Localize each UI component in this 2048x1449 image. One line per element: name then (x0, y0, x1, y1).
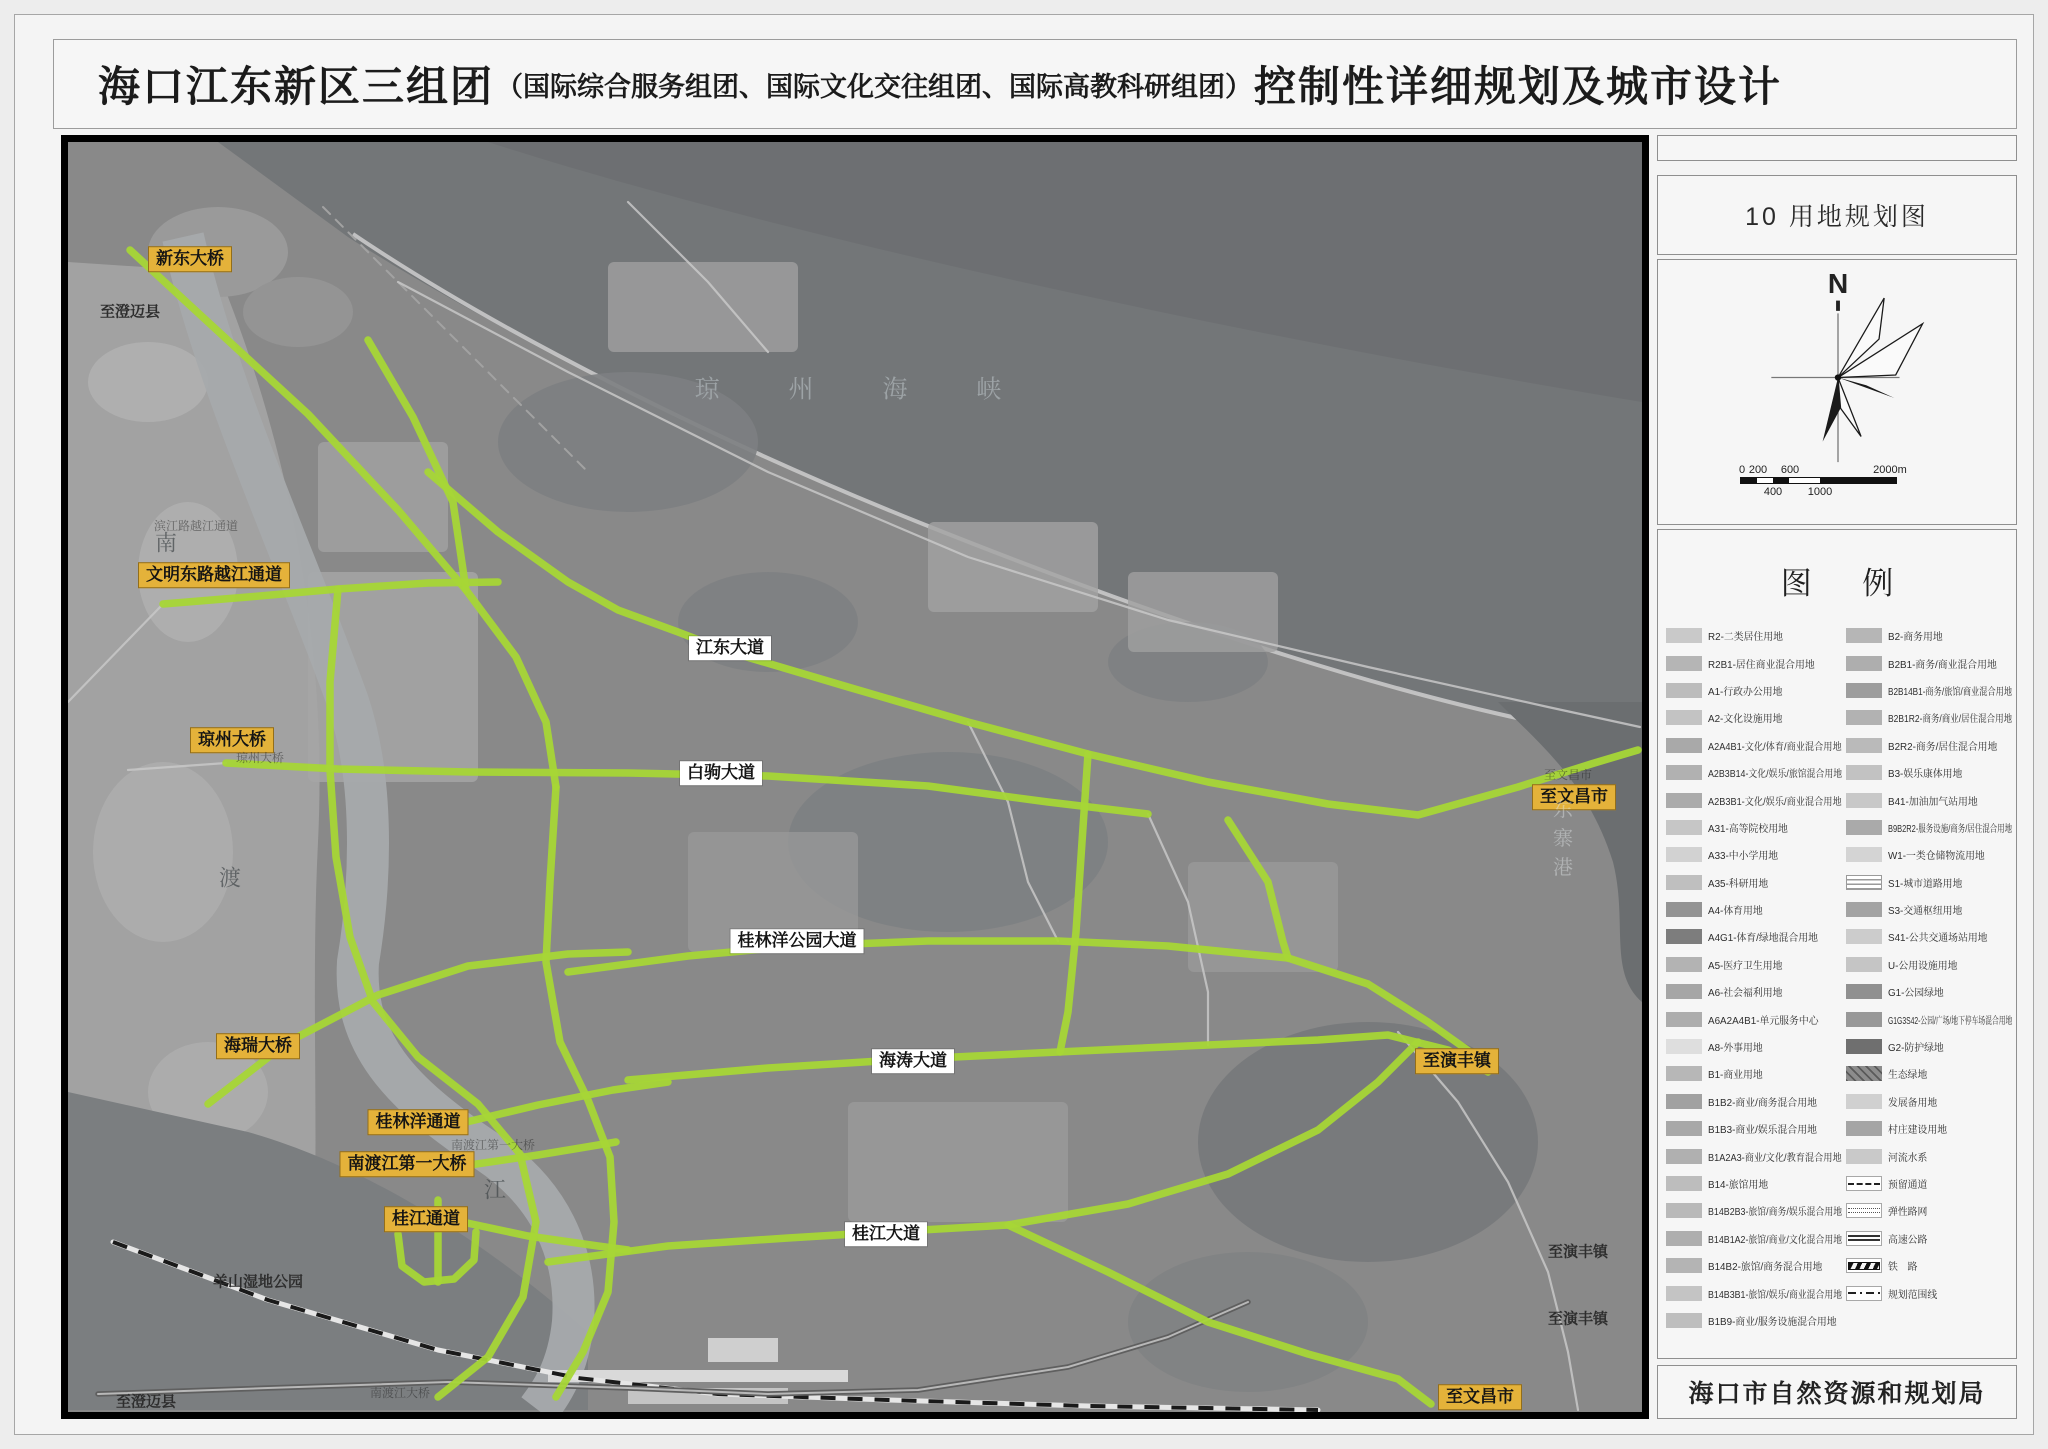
legend-item (1666, 786, 1844, 813)
legend-label: 生态绿地 (1888, 1070, 1928, 1082)
legend-label: R2B1-居住商业混合用地 (1708, 659, 1815, 671)
legend-swatch (1846, 628, 1882, 643)
legend-swatch (1666, 710, 1702, 725)
legend-swatch (1666, 820, 1702, 835)
legend-item (1666, 1279, 1844, 1306)
plan-sheet (14, 14, 2034, 1435)
panel-compass-box (1657, 259, 2017, 525)
legend-label: A2B3B14-文化/娱乐/旅馆混合用地 (1708, 769, 1843, 781)
page-title-prefix: 海口江东新区三组团 (98, 65, 495, 111)
legend-swatch (1846, 656, 1882, 671)
legend-column-right (1846, 622, 2014, 1307)
legend-item (1846, 814, 2014, 841)
legend-item (1666, 677, 1844, 704)
scale-bar (1738, 464, 1907, 499)
legend-swatch (1666, 875, 1702, 890)
legend-item (1846, 978, 2014, 1005)
legend-label: B14B1A2-旅馆/商业/文化混合用地 (1708, 1234, 1843, 1246)
legend-item (1666, 1142, 1844, 1169)
map-label-plain: 至演丰镇 (1547, 1243, 1609, 1261)
legend-label: B3-娱乐康体用地 (1888, 769, 1963, 781)
legend-swatch (1666, 1094, 1702, 1109)
legend-item (1846, 1170, 2014, 1197)
map-label-plain: 至演丰镇 (1547, 1310, 1609, 1328)
scale-400: 400 (1763, 486, 1783, 498)
legend-label: B2B1R2-商务/商业/居住混合用地 (1888, 714, 2013, 726)
legend-swatch (1846, 1012, 1882, 1027)
legend-swatch (1846, 984, 1882, 999)
legend-swatch (1846, 1286, 1882, 1301)
legend-label: A4G1-体育/绿地混合用地 (1708, 933, 1819, 945)
title-bar (53, 39, 2017, 129)
legend-swatch (1846, 1039, 1882, 1054)
north-letter: N (1827, 266, 1849, 299)
legend-item (1666, 1005, 1844, 1032)
legend-item (1846, 841, 2014, 868)
panel-legend-box (1657, 529, 2017, 1359)
legend-swatch (1846, 929, 1882, 944)
legend-swatch (1846, 1066, 1882, 1081)
legend-swatch (1846, 875, 1882, 890)
legend-label: A4-体育用地 (1708, 906, 1763, 918)
legend-swatch (1666, 1066, 1702, 1081)
legend-swatch (1666, 765, 1702, 780)
legend-label: A35-科研用地 (1708, 878, 1769, 890)
legend-item (1666, 1225, 1844, 1252)
scale-600: 600 (1780, 464, 1800, 476)
legend-item (1846, 896, 2014, 923)
scale-2000: 2000m (1873, 464, 1907, 476)
legend-label: B41-加油加气站用地 (1888, 796, 1978, 808)
legend-label: S1-城市道路用地 (1888, 878, 1963, 890)
legend-item (1666, 1033, 1844, 1060)
map-label-plain: 至澄迈县 (99, 303, 161, 321)
panel-sheet-number-box (1657, 175, 2017, 255)
map-label-plain: 至澄迈县 (115, 1393, 177, 1411)
legend-swatch (1666, 628, 1702, 643)
legend-label: B2-商务用地 (1888, 632, 1943, 644)
legend-label: A6A2A4B1-单元服务中心 (1708, 1015, 1819, 1027)
map-label-yellow: 桂江通道 (384, 1206, 468, 1232)
map-label-plain: 羊山湿地公园 (212, 1273, 304, 1291)
legend-item (1666, 896, 1844, 923)
legend-swatch (1666, 1286, 1702, 1301)
map-label-faint: 至文昌市 (1543, 768, 1593, 783)
sheet-number-title: 10 用地规划图 (1745, 203, 1929, 231)
legend-item (1666, 1088, 1844, 1115)
map-label-yellow: 新东大桥 (148, 246, 232, 272)
legend-item (1666, 978, 1844, 1005)
legend-swatch (1846, 1258, 1882, 1273)
legend-item (1846, 704, 2014, 731)
legend-item (1666, 951, 1844, 978)
legend-swatch (1666, 1231, 1702, 1246)
legend-label: B1A2A3-商业/文化/教育混合用地 (1708, 1152, 1842, 1164)
compass-rose-icon (1748, 266, 1928, 466)
legend-swatch (1666, 847, 1702, 862)
legend-label: G2-防护绿地 (1888, 1043, 1944, 1055)
map-label-yellow: 海瑞大桥 (216, 1033, 300, 1059)
legend-swatch (1846, 1176, 1882, 1191)
legend-label: A6-社会福利用地 (1708, 988, 1783, 1000)
legend-label: B14B2B3-旅馆/商务/娱乐混合用地 (1708, 1207, 1843, 1219)
legend-column-left (1666, 622, 1844, 1334)
map-label-white: 桂江大道 (845, 1222, 927, 1246)
legend-item (1666, 814, 1844, 841)
legend-item (1666, 759, 1844, 786)
legend-label: U-公用设施用地 (1888, 960, 1958, 972)
legend-label: 规划范围线 (1888, 1289, 1938, 1301)
map-label-sea: 琼 州 海 峡 (694, 375, 1022, 404)
legend-item (1846, 1252, 2014, 1279)
legend-label: B1B2-商业/商务混合用地 (1708, 1097, 1817, 1109)
legend-label: B14B2-旅馆/商务混合用地 (1708, 1262, 1823, 1274)
legend-item (1846, 786, 2014, 813)
legend-item (1666, 1252, 1844, 1279)
legend-label: 高速公路 (1888, 1234, 1928, 1246)
page-title-paren: （国际综合服务组团、国际文化交往组团、国际高教科研组团） (496, 71, 1253, 102)
legend-item (1846, 1115, 2014, 1142)
map-label-faint: 滨江路越江通道 (153, 519, 239, 534)
legend-item (1666, 923, 1844, 950)
legend-label: 村庄建设用地 (1888, 1125, 1948, 1137)
legend-item (1846, 1142, 2014, 1169)
legend-label: 发展备用地 (1888, 1097, 1938, 1109)
legend-label: 河流水系 (1888, 1152, 1928, 1164)
map-label-river: 江 (483, 1177, 507, 1203)
legend-label: B2B14B1-商务/旅馆/商业混合用地 (1888, 686, 2013, 698)
map-label-yellow: 琼州大桥 (190, 727, 274, 753)
legend-label: B2R2-商务/居住混合用地 (1888, 741, 1998, 753)
scale-bottom-labels (1740, 484, 1900, 499)
legend-label: 铁 路 (1888, 1262, 1918, 1274)
legend-label: B1-商业用地 (1708, 1070, 1763, 1082)
legend-item (1846, 1060, 2014, 1087)
legend-swatch (1846, 1149, 1882, 1164)
legend-label: A2-文化设施用地 (1708, 714, 1783, 726)
legend-swatch (1846, 710, 1882, 725)
map-label-white: 桂林洋公园大道 (731, 929, 864, 953)
legend-label: S3-交通枢纽用地 (1888, 906, 1963, 918)
legend-item (1666, 732, 1844, 759)
map-label-faint: 南渡江大桥 (369, 1386, 431, 1401)
legend-swatch (1666, 1121, 1702, 1136)
legend-item (1666, 622, 1844, 649)
legend-item (1666, 841, 1844, 868)
map-label-yellow: 至演丰镇 (1415, 1048, 1499, 1074)
legend-swatch (1666, 656, 1702, 671)
page-title-suffix: 控制性详细规划及城市设计 (1254, 65, 1783, 111)
legend-swatch (1846, 957, 1882, 972)
legend-item (1846, 677, 2014, 704)
legend-item (1846, 1088, 2014, 1115)
map-label-yellow: 至文昌市 (1438, 1384, 1522, 1410)
legend-swatch (1666, 1203, 1702, 1218)
legend-label: A8-外事用地 (1708, 1043, 1763, 1055)
legend-swatch (1666, 902, 1702, 917)
legend-item (1666, 1115, 1844, 1142)
legend-swatch (1666, 929, 1702, 944)
legend-item (1846, 759, 2014, 786)
map-label-layer (68, 142, 1642, 1412)
legend-swatch (1666, 683, 1702, 698)
legend-label: A33-中小学用地 (1708, 851, 1779, 863)
legend-swatch (1666, 1012, 1702, 1027)
legend-label: R2-二类居住用地 (1708, 632, 1783, 644)
legend-label: 预留通道 (1888, 1180, 1928, 1191)
legend-item (1846, 1005, 2014, 1032)
scale-200: 200 (1748, 464, 1768, 476)
legend-swatch (1666, 793, 1702, 808)
legend-item (1846, 923, 2014, 950)
legend-label: B2B1-商务/商业混合用地 (1888, 659, 1997, 671)
legend-swatch (1846, 902, 1882, 917)
legend-label: A31-高等院校用地 (1708, 823, 1788, 835)
legend-swatch (1846, 793, 1882, 808)
map-label-river: 南 (154, 530, 178, 556)
legend-label: B1B9-商业/服务设施混合用地 (1708, 1316, 1837, 1328)
scale-0: 0 (1738, 464, 1746, 476)
legend-swatch (1666, 738, 1702, 753)
map-label-white: 白驹大道 (680, 761, 762, 785)
legend-label: G1-公园绿地 (1888, 988, 1944, 1000)
legend-label: 弹性路网 (1888, 1207, 1928, 1219)
legend-label: S41-公共交通场站用地 (1888, 933, 1988, 945)
legend-label: A1-行政办公用地 (1708, 686, 1783, 698)
legend-swatch (1846, 1203, 1882, 1218)
scale-1000: 1000 (1807, 486, 1833, 498)
legend-swatch (1666, 1039, 1702, 1054)
legend-label: W1-一类仓储物流用地 (1888, 851, 1985, 863)
legend-item (1846, 1033, 2014, 1060)
legend-label: B14-旅馆用地 (1708, 1180, 1769, 1191)
legend-item (1846, 1225, 2014, 1252)
legend-item (1846, 1197, 2014, 1224)
panel-agency-box (1657, 1365, 2017, 1419)
legend-item (1666, 1197, 1844, 1224)
legend-swatch (1666, 984, 1702, 999)
scale-bar-segments (1740, 477, 1897, 484)
legend-swatch (1666, 957, 1702, 972)
legend-label: B1B3-商业/娱乐混合用地 (1708, 1125, 1817, 1137)
map-label-yellow: 文明东路越江通道 (138, 562, 290, 588)
legend-label: A2A4B1-文化/体育/商业混合用地 (1708, 741, 1842, 753)
legend-item (1846, 649, 2014, 676)
legend-swatch (1666, 1176, 1702, 1191)
legend-label: B9B2R2-服务设施/商务/居住混合用地 (1888, 823, 2013, 835)
legend-swatch (1846, 847, 1882, 862)
legend-label: G1G3S42-公园/广场/地下停车场混合用地 (1888, 1015, 2013, 1027)
legend-label: A2B3B1-文化/娱乐/商业混合用地 (1708, 796, 1842, 808)
legend-swatch (1846, 738, 1882, 753)
legend-swatch (1666, 1149, 1702, 1164)
legend-label: A5-医疗卫生用地 (1708, 960, 1783, 972)
legend-item (1846, 732, 2014, 759)
legend-item (1846, 869, 2014, 896)
legend-item (1846, 1279, 2014, 1306)
legend-item (1846, 951, 2014, 978)
legend-item (1666, 869, 1844, 896)
panel-spacer-box (1657, 135, 2017, 161)
legend-label: B14B3B1-旅馆/娱乐/商业混合用地 (1708, 1289, 1843, 1301)
legend-swatch (1666, 1258, 1702, 1273)
map-label-white: 海涛大道 (872, 1049, 954, 1073)
legend-title: 图 例 (1780, 566, 1906, 601)
legend-swatch (1846, 1231, 1882, 1246)
legend-item (1666, 704, 1844, 731)
map-label-yellow: 至文昌市 (1532, 784, 1616, 810)
map-label-faint: 南渡江第一大桥 (450, 1138, 536, 1153)
scale-top-labels (1738, 464, 1907, 477)
legend-swatch (1846, 683, 1882, 698)
legend-swatch (1846, 1094, 1882, 1109)
map-canvas (61, 135, 1649, 1419)
legend-swatch (1846, 1121, 1882, 1136)
legend-swatch (1846, 765, 1882, 780)
legend-swatch (1846, 820, 1882, 835)
legend-item (1666, 1060, 1844, 1087)
legend-item (1666, 1170, 1844, 1197)
agency-name: 海口市自然资源和规划局 (1688, 1380, 1986, 1408)
map-label-yellow: 桂林洋通道 (368, 1109, 469, 1135)
legend-item (1846, 622, 2014, 649)
map-label-faint: 琼州大桥 (235, 751, 285, 766)
legend-swatch (1666, 1313, 1702, 1328)
map-label-vert: 东寨港 (1549, 798, 1572, 886)
legend-item (1666, 649, 1844, 676)
legend-item (1666, 1307, 1844, 1334)
map-label-yellow: 南渡江第一大桥 (340, 1151, 475, 1177)
map-label-river: 渡 (218, 865, 242, 891)
map-label-white: 江东大道 (689, 636, 771, 660)
